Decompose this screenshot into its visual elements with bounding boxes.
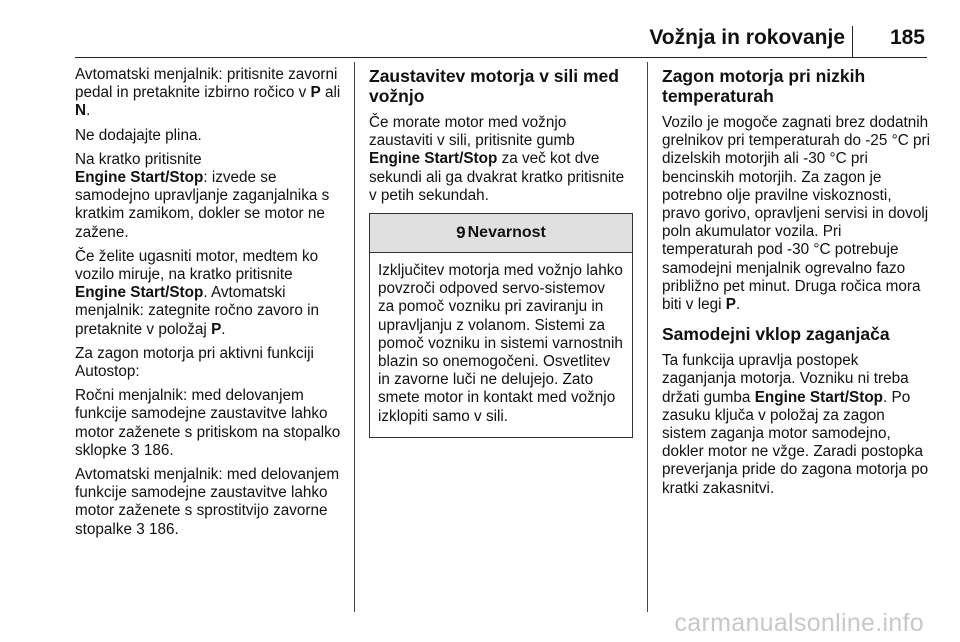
paragraph: Vozilo je mogoče zagnati brez dodatnih grelnikov pri temperaturah do -25 °C pri dizelskih motorjih ali -30 °C pri bencinskih motorjih. Za zagon je potrebno olje pravilne viskoznosti, pravo gorivo, opravljeni servisi in dovolj poln akumulator vozila. Pri temperaturah pod -30 °C potrebuje samodejni menjalnik ogrevalno fazo približno pet minut. Druga ročica mora biti v legi P.: [662, 114, 930, 314]
page-number: 185: [889, 26, 925, 49]
warning-title: Nevarnost: [467, 223, 546, 241]
column-2: [369, 66, 633, 438]
paragraph: Avtomatski menjalnik: pritisnite zavorni pedal in pretaknite izbirno ročico v P ali N.: [75, 66, 341, 120]
column-divider-2: [647, 62, 648, 612]
warning-box: [369, 213, 633, 438]
paragraph: Ta funkcija upravlja postopek zaganjanja motorja. Vozniku ni treba držati gumba Engine Start/Stop. Po zasuku ključa v položaj za zagon sistem zaganja motor samodejno, dokler motor ne vžge. Zaradi postopka preverjanja pride do zagona motorja po kratki zakasnitvi.: [662, 352, 929, 497]
header-divider: [852, 26, 853, 57]
paragraph: Če želite ugasniti motor, medtem ko vozilo miruje, na kratko pritisnite Engine Start/Stop. Avtomatski menjalnik: zategnite ročno zavoro in pretaknite v položaj P.: [75, 247, 320, 338]
button-name: Engine Start/Stop: [754, 388, 884, 406]
column-1: [75, 66, 343, 545]
paragraph: Če morate motor med vožnjo zaustaviti v sili, pritisnite gumb Engine Start/Stop za več kot dve sekundi ali ga dvakrat kratko pritisnite v petih sekundah.: [369, 114, 625, 204]
paragraph: Avtomatski menjalnik: med delovanjem funkcije samodejne zaustavitve lahko motor zaženete s sprostitvijo zavorne stopalke 3 186.: [75, 466, 340, 538]
page-reference-icon[interactable]: 3: [131, 441, 140, 459]
page-reference-icon[interactable]: 3: [136, 520, 145, 538]
button-name: Engine Start/Stop: [75, 169, 204, 187]
paragraph: Ročni menjalnik: med delovanjem funkcije samodejne zaustavitve lahko motor zaženete s pritiskom na stopalko sklopke 3 186.: [75, 387, 341, 459]
button-name: Engine Start/Stop: [75, 284, 204, 302]
button-name: Engine Start/Stop: [369, 150, 498, 168]
paragraph: Ne dodajajte plina.: [75, 126, 202, 144]
warning-header: [370, 214, 632, 253]
section-heading: Samodejni vklop zaganjača: [662, 324, 890, 345]
section-heading: Zaustavitev motorja v sili med vožnjo: [369, 66, 619, 106]
warning-text: Izključitev motorja med vožnjo lahko povzroči odpoved servo-sistemov za pomoč vozniku pri zaviranju in upravljanju z volanom. Sistemi za pomoč vozniku in sistemi varnostnih blazin so onemogočeni. Osvetlitev in zavorne luči ne delujejo. Zato smete motor in kontakt med vožnjo izklopiti samo v sili.: [378, 262, 623, 425]
section-heading: Zagon motorja pri nizkih temperaturah: [662, 66, 866, 106]
page-header: [75, 26, 927, 60]
watermark: carmanualsonline.info: [674, 609, 924, 637]
header-rule: [75, 57, 927, 58]
column-divider-1: [354, 62, 355, 612]
paragraph: Na kratko pritisnite Engine Start/Stop: izvede se samodejno upravljanje zaganjalnika s kratkim zamikom, dokler se motor ne zažene.: [75, 150, 330, 241]
column-3: [662, 66, 930, 504]
warning-triangle-icon: 9: [456, 222, 466, 242]
paragraph: Za zagon motorja pri aktivni funkciji Autostop:: [75, 344, 314, 381]
page-title: Vožnja in rokovanje: [649, 26, 845, 49]
